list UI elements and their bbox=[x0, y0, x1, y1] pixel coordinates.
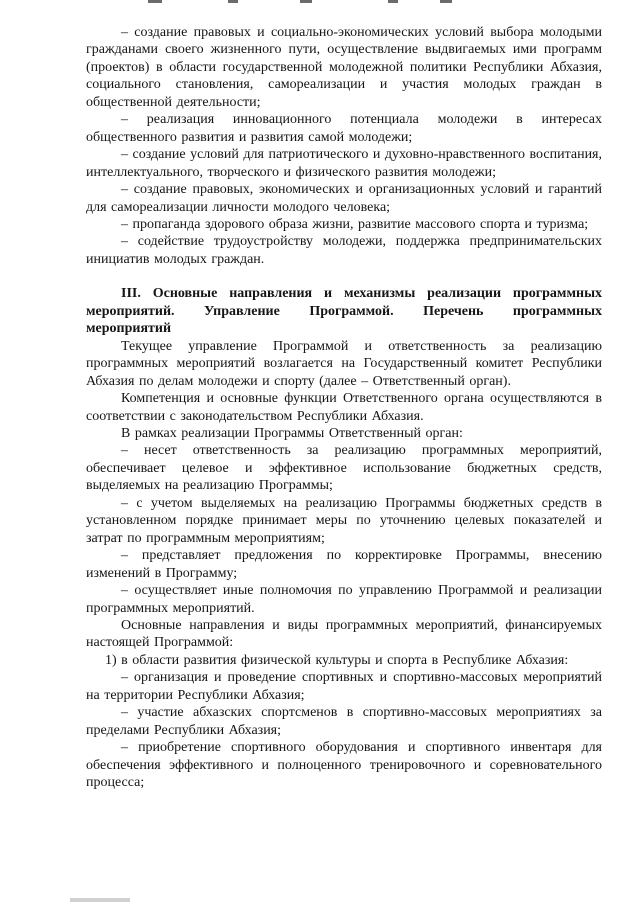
paragraph: – создание правовых, экономических и организационных условий и гарантий для самореализации личности молодого человека; bbox=[86, 182, 602, 215]
paragraph: – с учетом выделяемых на реализацию Программы бюджетных средств в установленном порядке принимает меры по уточнению целевых показателей и затрат по программным мероприятиям; bbox=[86, 495, 602, 546]
paragraph: Компетенция и основные функции Ответственного органа осуществляются в соответствии с законодательством Республики Абхазия. bbox=[86, 391, 602, 424]
paragraph: – представляет предложения по корректировке Программы, внесению изменений в Программу; bbox=[86, 548, 602, 581]
section-heading: III. Основные направления и механизмы реализации программных мероприятий. Управление Программой. Перечень программных мероприятий bbox=[86, 286, 602, 337]
paragraph: – несет ответственность за реализацию программных мероприятий, обеспечивает целевое и эффективное использование бюджетных средств, выделяемых на реализацию Программы; bbox=[86, 443, 602, 494]
list-item: 1) в области развития физической культуры и спорта в Республике Абхазия: bbox=[105, 652, 569, 668]
document-body bbox=[86, 24, 602, 791]
paragraph: В рамках реализации Программы Ответственный орган: bbox=[121, 425, 463, 441]
paragraph: – содействие трудоустройству молодежи, поддержка предпринимательских инициатив молодых граждан. bbox=[86, 234, 602, 267]
scan-artifact bbox=[228, 0, 238, 3]
scan-artifact bbox=[70, 898, 130, 902]
paragraph: Основные направления и виды программных мероприятий, финансируемых настоящей Программой: bbox=[86, 617, 602, 651]
scan-artifact bbox=[300, 0, 312, 3]
paragraph: – приобретение спортивного оборудования и спортивного инвентаря для обеспечения эффективного и полноценного тренировочного и соревновательного процесса; bbox=[86, 740, 602, 791]
paragraph: – пропаганда здорового образа жизни, развитие массового спорта и туризма; bbox=[121, 216, 589, 232]
paragraph: – реализация инновационного потенциала молодежи в интересах общественного развития и развития самой молодежи; bbox=[86, 112, 602, 145]
paragraph: Текущее управление Программой и ответственность за реализацию программных мероприятий возлагается на Государственный комитет Республики Абхазия по делам молодежи и спорту (далее – Ответственный орган). bbox=[86, 338, 602, 389]
paragraph: – организация и проведение спортивных и спортивно-массовых мероприятий на территории Республики Абхазия; bbox=[86, 670, 602, 703]
paragraph: – осуществляет иные полномочия по управлению Программой и реализации программных мероприятий. bbox=[86, 583, 602, 616]
paragraph: – создание условий для патриотического и духовно-нравственного воспитания, интеллектуального, творческого и физического развития молодежи; bbox=[86, 147, 602, 180]
scan-artifact bbox=[388, 0, 398, 3]
paragraph: – участие абхазских спортсменов в спортивно-массовых мероприятиях за пределами Республики Абхазия; bbox=[86, 705, 602, 738]
paragraph: – создание правовых и социально-экономических условий выбора молодыми гражданами своего жизненного пути, осуществление выдвигаемых ими программ (проектов) в области государственной молодежной политики Республики Абхазия, социального становления, самореализации и участия молодых граждан в общественной деятельности; bbox=[86, 25, 602, 110]
scan-artifact bbox=[148, 0, 162, 3]
scan-artifact bbox=[440, 0, 452, 3]
